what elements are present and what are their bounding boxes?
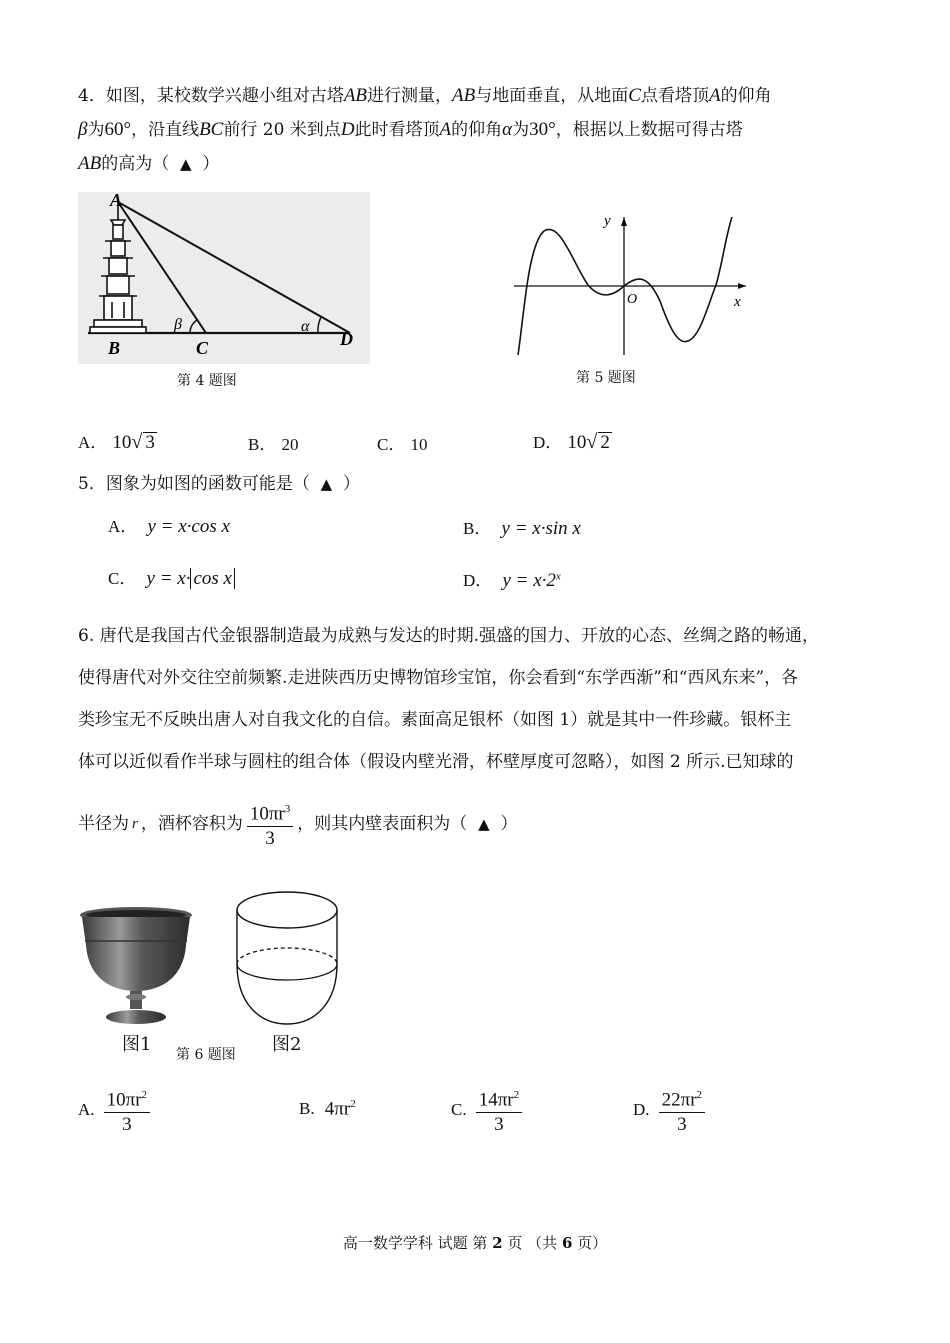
answer-blank-triangle: ▲ xyxy=(180,155,192,173)
q4-stem-line1: 4．如图，某校数学兴趣小组对古塔AB进行测量，AB与地面垂直，从地面C点看塔顶A的仰角 xyxy=(78,85,772,106)
label-alpha: α xyxy=(301,318,310,335)
q6-figure2-solid xyxy=(230,884,344,1032)
q6-figure1-silver-cup xyxy=(78,905,196,1027)
answer-blank-triangle: ▲ xyxy=(478,815,490,834)
hemisphere xyxy=(237,964,337,1024)
cup-foot xyxy=(106,1010,166,1024)
label-x: x xyxy=(734,294,741,310)
q5-caption: 第 5 题图 xyxy=(576,370,636,386)
label-c: C xyxy=(196,338,209,358)
q6-option-a[interactable]: A. $\frac{10\pi r^2}{3}$ xyxy=(78,1084,154,1136)
q5-option-c[interactable]: C． y = x· cos x xyxy=(108,564,235,590)
q4-option-b[interactable]: B． 20 xyxy=(248,435,299,454)
q6-option-d[interactable]: D. $\frac{22\pi r^2}{3}$ xyxy=(633,1084,709,1136)
q6-option-c[interactable]: C. $\frac{14\pi r^2}{3}$ xyxy=(451,1084,526,1136)
q5-option-d[interactable]: D． $y = x\cdot 2^x$ xyxy=(463,570,561,591)
q4-stem-line3: AB的高为（ ▲ ） xyxy=(78,153,220,174)
q6-fig1-label: 图1 xyxy=(122,1034,152,1055)
label-origin: O xyxy=(627,292,638,307)
q6-line5: 半径为 r ，酒杯容积为 $\frac{10\pi r^3}{3}$ ，则其内壁表面积为（ ▲ ） xyxy=(78,798,517,850)
volume-fraction: $\frac{10\pi r^3}{3}$ xyxy=(247,798,293,850)
q6-option-b[interactable]: B. $4\pi r^2$ xyxy=(299,1098,356,1120)
hidden-edge xyxy=(237,948,337,964)
q4-option-a[interactable]: A． 10√ 3 xyxy=(78,431,155,453)
cup-bowl xyxy=(82,917,190,991)
answer-blank-triangle: ▲ xyxy=(320,475,333,493)
q6-line1: 6. 唐代是我国古代金银器制造最为成熟与发达的时期.强盛的国力、开放的心态、丝绸之路的畅通， xyxy=(78,626,820,646)
q5-option-b[interactable]: B． y = x·sin x xyxy=(463,518,581,539)
q4-stem-line2: β为60°，沿直线BC前行 20 米到点D此时看塔顶A的仰角α为30°，根据以上数据可得古塔 xyxy=(78,119,743,140)
q6-line4: 体可以近似看作半球与圆柱的组合体（假设内壁光滑，杯壁厚度可忽略），如图 2 所示.已知球的 xyxy=(78,752,794,772)
q5-figure-graph xyxy=(508,205,758,365)
q6-caption: 第 6 题图 xyxy=(176,1047,236,1063)
page-footer: 高一数学学科 试题 第 2 页 （共 6 页） xyxy=(342,1234,608,1252)
y-axis-arrow-icon xyxy=(621,217,627,226)
cylinder-top xyxy=(237,892,337,928)
q5-stem: 5．图象为如图的函数可能是（ ▲ ） xyxy=(78,474,360,494)
label-beta: β xyxy=(174,316,182,333)
q4-figure-tower xyxy=(78,192,370,364)
q6-line3: 类珍宝无不反映出唐人对自我文化的自信。素面高足银杯（如图 1）就是其中一件珍藏。银杯主 xyxy=(78,710,792,730)
x-axis-arrow-icon xyxy=(738,283,746,289)
label-a: A xyxy=(110,192,123,210)
label-y: y xyxy=(604,213,611,229)
q4-option-d[interactable]: D． 10√ 2 xyxy=(533,431,610,453)
q6-line2: 使得唐代对外交往空前频繁.走进陕西历史博物馆珍宝馆，你会看到“东学西渐”和“西风东来”，各 xyxy=(78,668,799,688)
q4-option-c[interactable]: C． 10 xyxy=(377,435,428,454)
page-total: 6 xyxy=(561,1234,573,1252)
q6-fig2-label: 图2 xyxy=(272,1034,302,1055)
label-b: B xyxy=(108,338,121,358)
q4-caption: 第 4 题图 xyxy=(177,373,237,389)
label-d: D xyxy=(340,329,353,349)
page-number: 2 xyxy=(492,1234,503,1252)
q5-option-a[interactable]: A． y = x·cos x xyxy=(108,516,230,537)
